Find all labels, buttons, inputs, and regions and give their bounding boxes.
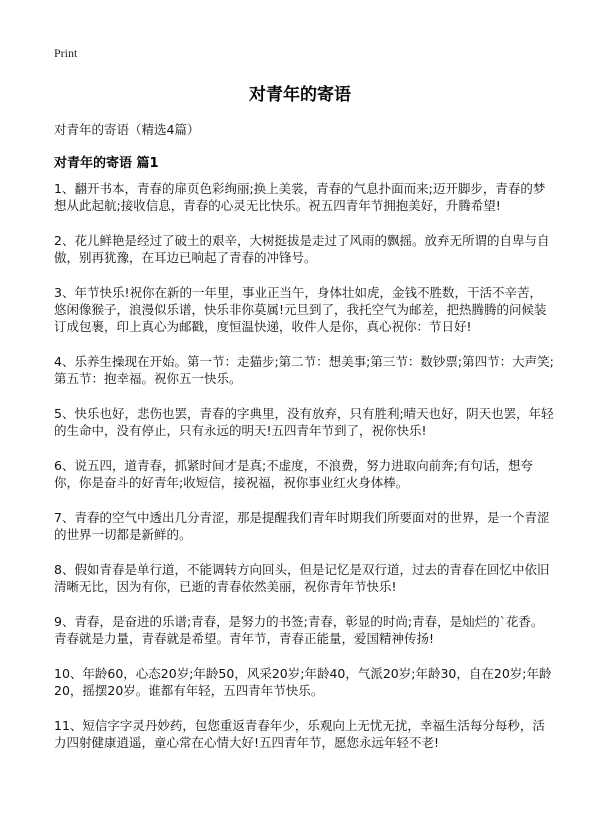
message-item-3: 3、年节快乐!祝你在新的一年里，事业正当午，身体壮如虎，金钱不胜数，干活不辛苦，悠闲像猴子，浪漫似乐谱，快乐非你莫属!元旦到了，我托空气为邮差，把热腾腾的问候装订成包裹，印上真心为邮戳，度恒温快递，收件人是你，真心祝你：节日好! bbox=[54, 285, 547, 334]
print-label: Print bbox=[54, 46, 78, 60]
message-item-9: 9、青春，是奋进的乐谱;青春，是努力的书签;青春，彰显的时尚;青春，是灿烂的`花香。青春就是力量，青春就是希望。青年节，青春正能量，爱国精神传扬! bbox=[54, 614, 544, 646]
message-item-11: 11、短信字字灵丹妙药，包您重返青春年少，乐观向上无忧无扰，幸福生活每分每秒，活力四射健康逍遥，童心常在心情大好!五四青年节，愿您永远年轻不老! bbox=[54, 718, 545, 750]
message-item-10: 10、年龄60，心态20岁;年龄50，风采20岁;年龄40，气派20岁;年龄30，自在20岁;年龄20，摇摆20岁。谁都有年轻，五四青年节快乐。 bbox=[54, 666, 552, 698]
message-item-6: 6、说五四，道青春，抓紧时间才是真;不虚度，不浪费，努力进取向前奔;有句话，想夸你，你是奋斗的好青年;收短信，接祝福，祝你事业红火身体棒。 bbox=[54, 458, 533, 490]
section-heading: 对青年的寄语 篇1 bbox=[54, 156, 159, 171]
message-item-4: 4、乐养生操现在开始。第一节：走猫步;第二节：想美事;第三节：数钞票;第四节：大声笑;第五节：抱幸福。祝你五一快乐。 bbox=[54, 354, 554, 386]
message-item-1: 1、翻开书本，青春的扉页色彩绚丽;换上美裳，青春的气息扑面而来;迈开脚步，青春的梦想从此起航;接收信息，青春的心灵无比快乐。祝五四青年节拥抱美好，升腾希望! bbox=[54, 181, 546, 213]
document-title: 对青年的寄语 bbox=[249, 85, 351, 105]
message-item-5: 5、快乐也好，悲伤也罢，青春的字典里，没有放弃，只有胜利;晴天也好，阴天也罢，年轻的生命中，没有停止，只有永远的明天!五四青年节到了，祝你快乐! bbox=[54, 406, 554, 438]
document-subtitle: 对青年的寄语（精选4篇） bbox=[54, 122, 200, 137]
message-item-8: 8、假如青春是单行道，不能调转方向回头，但是记忆是双行道，过去的青春在回忆中依旧清晰无比，因为有你，已逝的青春依然美丽，祝你青年节快乐! bbox=[54, 562, 550, 594]
message-item-2: 2、花儿鲜艳是经过了破土的艰辛，大树挺拔是走过了风雨的飘摇。放弃无所谓的自卑与自傲，别再犹豫，在耳边已响起了青春的冲锋号。 bbox=[54, 233, 550, 265]
message-item-7: 7、青春的空气中透出几分青涩，那是提醒我们青年时期我们所要面对的世界，是一个青涩的世界一切都是新鲜的。 bbox=[54, 510, 550, 542]
message-list bbox=[54, 180, 554, 769]
